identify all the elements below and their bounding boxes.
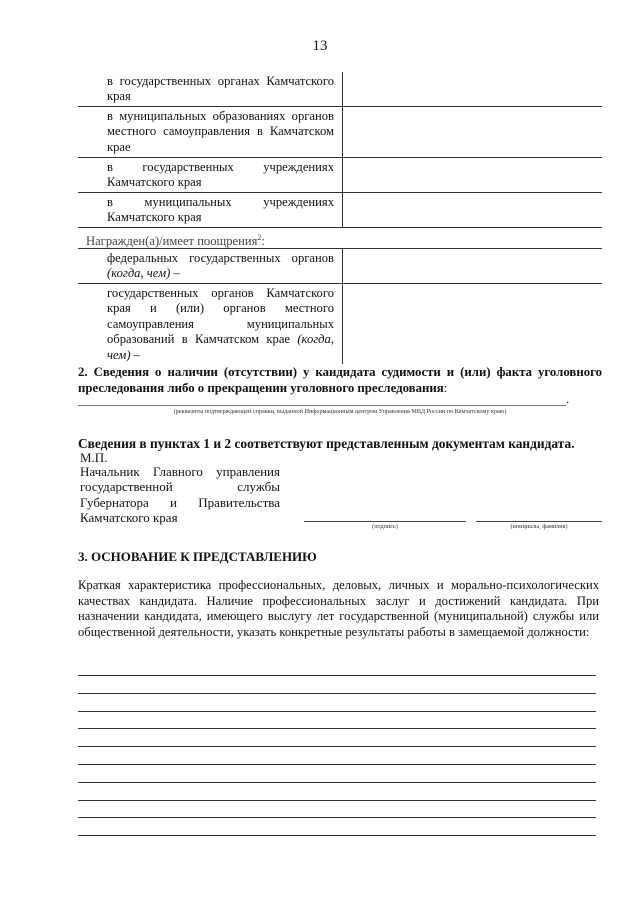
award-header-row [78,228,602,249]
blank-line[interactable] [78,817,596,818]
row-value[interactable] [343,249,602,283]
row-value[interactable] [343,284,602,364]
section-3-instructions: Краткая характеристика профессиональных, деловых, личных и морально-психологических качествах кандидата. Наличие профессиональных заслуг и достижений кандидата. При назначении кандидата, имеющего выслугу лет государственной (муниципальной) службы или общественной деятельности, указать конкретные результаты работы в замещаемой должности: [78,578,599,639]
row-value[interactable] [343,193,602,227]
blank-line[interactable] [78,800,596,801]
stamp-placeholder: М.П. [80,450,108,465]
criminal-record-field[interactable] [78,405,566,406]
blank-line[interactable] [78,835,596,836]
criminal-record-caption: (реквизиты подтверждающей справки, выданной Информационным центром Управления МВД России по Камчатскому краю) [173,408,507,415]
table-row [78,158,602,193]
table-row [78,284,602,364]
blank-line[interactable] [78,675,596,676]
row-label: государственных органов Камчатского края и (или) органов местного самоуправления муниципальных образований в Камчатском крае (когда, чем) – [78,284,343,364]
field-period: . [566,391,570,406]
blank-line[interactable] [78,711,596,712]
award-header: Награжден(а)/имеет поощрения$^2$: [86,233,265,249]
row-value[interactable] [343,72,602,106]
blank-line[interactable] [78,782,596,783]
row-label: в муниципальных учреждениях Камчатского края [78,193,343,227]
row-label: федеральных государственных органов (когда, чем) – [78,249,343,283]
blank-line[interactable] [78,693,596,694]
characteristic-lines [78,675,596,853]
signature-field[interactable] [304,521,466,522]
signer-name-field[interactable] [476,521,602,522]
blank-line[interactable] [78,728,596,729]
row-label: в государственных органах Камчатского края [78,72,343,106]
table-row [78,72,602,107]
row-label: в муниципальных образованиях органов местного самоуправления в Камчатском крае [78,107,343,157]
section-2-title: 2. Сведения о наличии (отсутствии) у кандидата судимости и (или) факта уголовного преследования либо о прекращении уголовного преследования: [78,365,602,395]
table-row [78,249,602,284]
row-value[interactable] [343,107,602,157]
section-3-title: 3. ОСНОВАНИЕ К ПРЕДСТАВЛЕНИЮ [78,549,317,564]
name-caption: (инициалы, фамилия) [510,523,568,530]
blank-line[interactable] [78,746,596,747]
row-label: в государственных учреждениях Камчатского края [78,158,343,192]
confirmation-statement: Сведения в пунктах 1 и 2 соответствуют представленным документам кандидата. [78,436,575,451]
row-value[interactable] [343,158,602,192]
blank-line[interactable] [78,764,596,765]
signature-caption: (подпись) [372,523,398,530]
service-award-table [78,72,602,364]
table-row [78,107,602,158]
signer-position: Начальник Главного управления государственной службы Губернатора и Правительства Камчатского края [80,464,280,526]
page-number: 13 [312,38,328,54]
table-row [78,193,602,228]
